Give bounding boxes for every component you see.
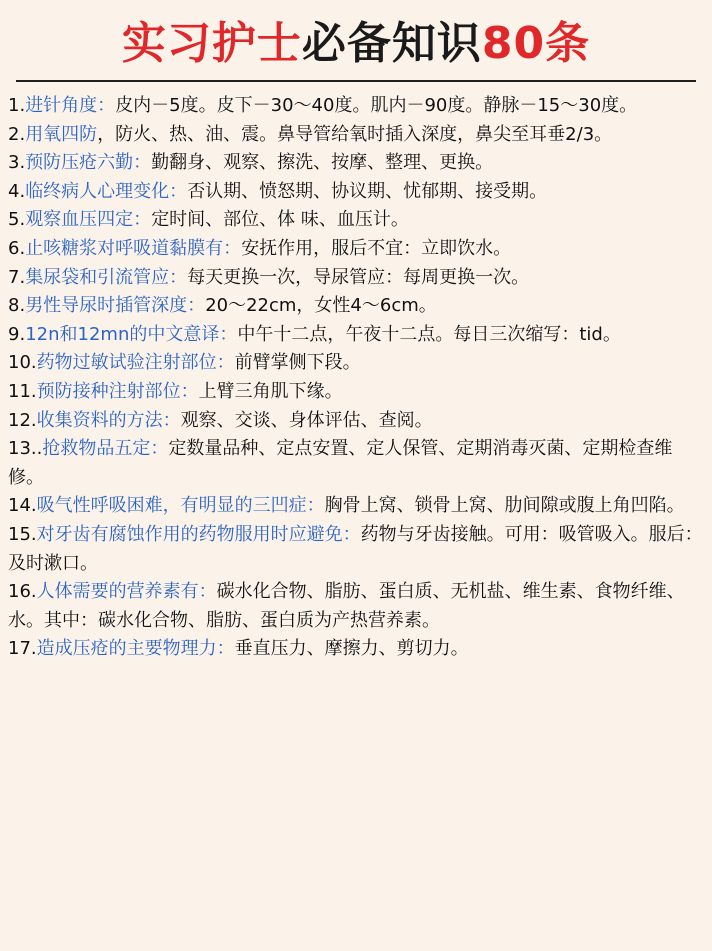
item-key: 造成压疮的主要物理力：: [36, 638, 235, 660]
item-text: 中午十二点，午夜十二点。每日三次缩写：tid。: [237, 323, 621, 345]
list-item: [8, 264, 704, 293]
item-key: 集尿袋和引流管应：: [25, 266, 188, 288]
item-number: 5.: [8, 209, 26, 231]
item-text: 安抚作用，服后不宜：立即饮水。: [241, 237, 512, 259]
item-key: 吸气性呼吸困难，有明显的三凹症：: [36, 495, 325, 517]
item-key: 预防接种注射部位：: [36, 380, 199, 402]
title-part-1: 实习护士: [121, 18, 302, 69]
item-text: 每天更换一次，导尿管应：每周更换一次。: [187, 266, 530, 288]
list-item: [8, 92, 704, 121]
item-key: 止咳糖浆对呼吸道黏膜有：: [25, 237, 242, 259]
item-key: 用氧四防: [25, 123, 98, 145]
item-number: 12.: [8, 409, 37, 431]
item-text: 20～22cm，女性4～6cm。: [205, 295, 437, 317]
item-number: 16.: [8, 581, 37, 603]
list-item: [8, 578, 704, 635]
title-part-3: 80条: [481, 18, 591, 69]
list-item: [8, 206, 704, 235]
item-text: 上臂三角肌下缘。: [198, 380, 343, 402]
item-text: 垂直压力、摩擦力、剪切力。: [234, 638, 469, 660]
list-item: [8, 378, 704, 407]
list-item: [8, 521, 704, 578]
item-number: 4.: [8, 180, 26, 202]
item-text: 皮内－5度。皮下－30～40度。肌内－90度。静脉－15～30度。: [115, 95, 638, 116]
item-text: 否认期、愤怒期、协议期、忧郁期、接受期。: [187, 180, 548, 202]
item-number: 15.: [8, 523, 37, 545]
item-number: 17.: [8, 638, 37, 660]
item-key: 人体需要的营养素有：: [36, 581, 217, 603]
item-number: 9.: [8, 323, 26, 345]
item-key: 男性导尿时插管深度：: [25, 295, 206, 317]
item-text: 观察、交谈、身体评估、查阅。: [180, 409, 433, 431]
list-item: [8, 149, 704, 178]
list-item: [8, 292, 704, 321]
item-text: 勤翻身、观察、擦洗、按摩、整理、更换。: [151, 152, 494, 174]
item-key: 观察血压四定：: [25, 209, 152, 231]
item-text: 定数量品种、定点安置、定人保管、定期消毒灭菌、定期检查维修。: [8, 438, 673, 488]
item-number: 13..: [8, 438, 43, 460]
item-number: 10.: [8, 352, 37, 374]
list-item: [8, 435, 704, 492]
item-number: 3.: [8, 152, 26, 174]
item-number: 1.: [8, 95, 26, 116]
item-key: 对牙齿有腐蚀作用的药物服用时应避免：: [36, 523, 361, 545]
list-item: [8, 121, 704, 150]
item-key: 预防压疮六勤：: [25, 152, 152, 174]
list-item: [8, 349, 704, 378]
list-item: [8, 178, 704, 207]
item-text: 药物与牙齿接触。可用：吸管吸入。服后：及时漱口。: [8, 523, 703, 574]
item-key: 临终病人心理变化：: [25, 180, 188, 202]
item-text: 碳水化合物、脂肪、蛋白质、无机盐、维生素、食物纤维、水。其中：碳水化合物、脂肪、蛋白质为产热营养素。: [8, 581, 685, 631]
list-item: [8, 407, 704, 436]
item-text: 前臂掌侧下段。: [234, 352, 361, 374]
knowledge-list: [8, 92, 704, 664]
list-item: [8, 321, 704, 350]
list-item: [8, 492, 704, 521]
item-number: 14.: [8, 495, 37, 517]
item-number: 2.: [8, 123, 26, 145]
item-number: 6.: [8, 237, 26, 259]
list-item: [8, 635, 704, 664]
list-item: [8, 235, 704, 264]
page-title: [8, 0, 704, 74]
item-key: 药物过敏试验注射部位：: [36, 352, 235, 374]
title-part-2: 必备知识: [301, 18, 482, 69]
item-text: 定时间、部位、体 味、血压计。: [151, 209, 409, 231]
item-text: ，防火、热、油、震。鼻导管给氧时插入深度，鼻尖至耳垂2/3。: [97, 123, 613, 145]
item-number: 11.: [8, 380, 37, 402]
item-key: 进针角度：: [25, 95, 116, 116]
item-key: 抢救物品五定：: [42, 438, 169, 460]
item-key: 收集资料的方法：: [36, 409, 181, 431]
title-divider: [16, 80, 696, 82]
item-number: 8.: [8, 295, 26, 317]
item-text: 胸骨上窝、锁骨上窝、肋间隙或腹上角凹陷。: [324, 495, 685, 517]
item-number: 7.: [8, 266, 26, 288]
item-key: 12n和12mn的中文意译：: [25, 323, 238, 345]
